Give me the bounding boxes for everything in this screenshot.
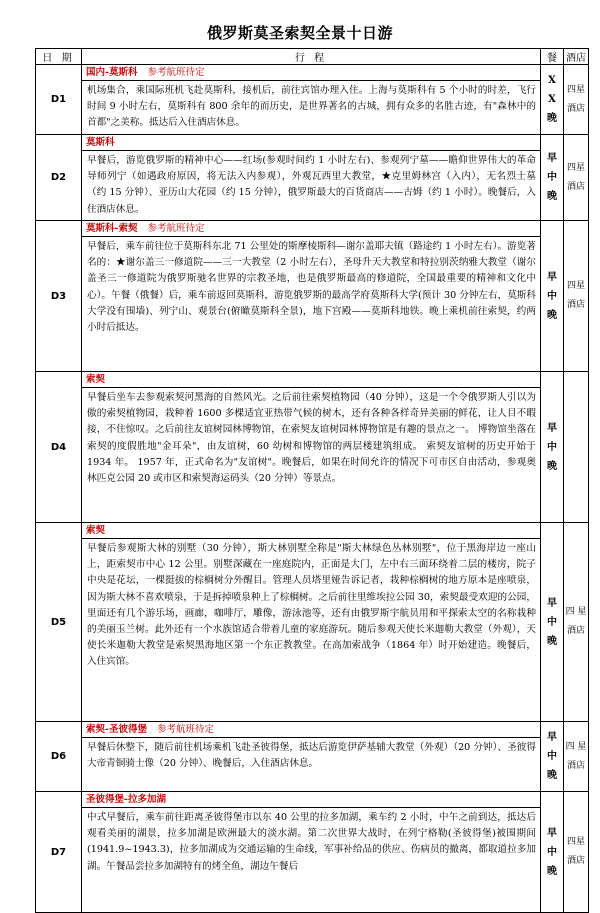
day-row [36,722,589,792]
hotel-text: 酒店 [566,300,585,310]
route-heading [82,523,540,539]
date-header: 日 期 [36,49,82,65]
hotel-cell [564,135,589,221]
meal-item: 早 [547,422,557,434]
hotel-text: 四星 [566,84,585,95]
route-cell [82,792,541,913]
hotel-header: 酒店 [564,49,589,65]
meal-item: 晚 [547,191,557,202]
day-row [36,135,589,221]
route-cell [82,135,541,221]
meal-cell [541,722,564,792]
meal-cell [541,65,564,135]
route-cell [82,65,541,135]
day-row [36,792,589,913]
hotel-text: 酒店 [566,760,585,771]
meal-cell [541,221,564,372]
route-heading [82,221,540,237]
day-label: D3 [36,221,82,372]
meal-item: X [548,75,556,86]
meal-item: 早 [547,271,557,283]
meal-item: 晚 [547,865,557,877]
day-label: D2 [36,135,82,221]
day-row [36,372,589,523]
route-cell [82,722,541,792]
day-label: D6 [36,722,82,792]
flight-note: 参考航班待定 [147,67,205,78]
meal-item: 晚 [547,460,557,472]
route-heading-text: 索契-圣彼得堡 [86,724,147,735]
hotel-text: 四 星 [565,607,587,617]
route-heading-text: 圣彼得堡-拉多加湖 [86,794,166,805]
hotel-text: 四星 [566,162,585,173]
hotel-cell [564,221,589,372]
meal-item: 晚 [547,770,557,781]
flight-note: 参考航班待定 [147,223,205,234]
route-heading [82,135,540,151]
hotel-cell [564,372,589,523]
meal-cell [541,372,564,523]
meal-item: 晚 [547,113,557,124]
day-row [36,523,589,722]
route-heading [82,792,540,808]
day-label: D7 [36,792,82,913]
route-heading [82,722,540,738]
meal-item: X [548,94,556,105]
meal-item: 中 [547,290,557,302]
meal-header: 餐 [541,49,564,65]
hotel-text: 酒店 [566,856,585,866]
route-description: 早餐后休整下，随后前往机场乘机飞赴圣彼得堡，抵达后游览伊萨基辅大教堂（外观）（20 分钟）、圣彼得大帝青铜骑士像（20 分钟）、晚餐后，入住酒店休息。 [87,742,536,770]
day-label: D5 [36,523,82,722]
day-row [36,65,589,135]
route-description: 中式早餐后，乘车前往距离圣彼得堡市以东 40 公里的拉多加湖，乘车约 2 小时，中午之前到达，抵达后观看美丽的湖景，拉多加湖是欧洲最大的淡水湖。第二次世界大战时，在列宁格勒(圣彼得堡)被围期间(1941.9~1943.3)，拉多加湖成为交通运输的生命线，军事补给品的供应、伤病员的撤离，都取道拉多加湖。午餐品尝拉多加湖特有的烤全鱼，湖边午餐后 [87,812,536,872]
hotel-cell [564,792,589,913]
meal-cell [541,523,564,722]
meal-item: 早 [547,732,557,743]
meal-cell [541,135,564,221]
table-header-row [36,49,589,65]
meal-item: 中 [547,441,557,453]
meal-item: 中 [547,172,557,183]
route-cell [82,523,541,722]
route-heading [82,65,540,81]
hotel-text: 酒店 [566,181,585,192]
hotel-text: 四 星 [565,741,587,752]
route-heading-text: 莫斯科-索契 [86,223,138,234]
meal-item: 早 [547,597,557,609]
hotel-text: 四星 [566,837,585,847]
meal-cell [541,792,564,913]
hotel-text: 酒店 [566,626,585,636]
meal-item: 早 [547,153,557,164]
route-cell [82,372,541,523]
day-label: D4 [36,372,82,523]
day-row [36,221,589,372]
route-heading [82,372,540,388]
hotel-cell [564,722,589,792]
hotel-cell [564,523,589,722]
meal-item: 中 [547,616,557,628]
page-title: 俄罗斯莫圣索契全景十日游 [206,24,393,42]
route-heading-text: 索契 [86,374,106,385]
meal-item: 晚 [547,309,557,321]
route-heading-text: 国内-莫斯科 [86,67,138,78]
route-description: 早餐后参观斯大林的别墅（30 分钟），斯大林别墅全称是"斯大林绿色丛林别墅"，位于黑海岸边一座山上，距索契市中心 12 公里。别墅深藏在一座庭院内，正面是大门，左中右三面环绕着二层的楼房，院子中央是花坛，一棵挺拔的棕榈树分外醒目。管理人员塔里娅告诉记者，栽种棕榈树的地方原本是座喷泉，因为斯大林不喜欢喷泉，于是拆掉喷泉种上了棕榈树。之后前往里维埃拉公园 30，索契最受欢迎的公园，里面还有几个游乐场，画廊，咖啡厅，雕像，游泳池等，还有由俄罗斯宇航员用和平探索太空的名称栽种的美丽玉兰树。此外还有一个水族馆适合带着儿童的家庭游玩。随后参观天使长米迦勒大教堂（外观），天使长米迦勒大教堂是索契黑海地区第一个东正教教堂。在高加索战争（1864 年）时开始建造。晚餐后，入住宾馆。 [87,543,536,668]
meal-item: 晚 [547,635,557,647]
route-description: 早餐后，游览俄罗斯的精神中心——红场(参观时间约 1 小时左右)、参观列宁墓——瞻仰世界伟大的革命导师列宁（如遇政府原因，将无法入内参观），外观瓦西里大教堂，★克里姆林宫（入内），无名烈士墓（约 15 分钟）、亚历山大花园（约 15 分钟），俄罗斯最大的百货商店——古姆（约 1 小时）。晚餐后，入住酒店休息。 [87,155,536,215]
meal-item: 中 [547,846,557,858]
day-label: D1 [36,65,82,135]
meal-item: 中 [547,751,557,762]
hotel-text: 酒店 [566,103,585,114]
route-description: 早餐后坐车去参观索契河黑海的自然风光。之后前往索契植物园（40 分钟），这是一个令俄罗斯人引以为傲的索契植物园，栽种着 1600 多棵适宜亚热带气候的树木，还有各种各样奇异美丽的鲜花，让人目不暇接，不住惊叹。之后前往友谊树园林博物馆，在索契友谊树园林博物馆是有趣的景点之一。 博物馆坐落在索契的度假胜地"金耳朵"，由友谊树，60 幼树和博物馆的两层楼建筑组成。 索契友谊树的历史开始于 1934 年。 1957 年，正式命名为"友谊树"。晚餐后，如果在时间允许的情况下可市区自由活动，参观奥林匹克公园 20 或市区和索契海运码头（20 分钟）等景点。 [87,392,536,485]
route-header: 行 程 [82,49,541,65]
hotel-cell [564,65,589,135]
meal-item: 早 [547,827,557,839]
route-description: 机场集合，乘国际班机飞赴莫斯科，接机后，前往宾馆办理入住。上海与莫斯科有 5 个小时的时差，飞行时间 9 小时左右，莫斯科有 800 余年的而历史，是世界著名的古城，拥有众多的名胜古迹，有"森林中的首都"之美称。抵达后入住酒店休息。 [87,85,536,129]
hotel-text: 四星 [566,281,585,291]
route-description: 早餐后，乘车前往位于莫斯科东北 71 公里处的斯摩棱斯科—谢尔盖耶夫镇（路途约 1 小时左右）。游览著名的：★谢尔盖三一修道院——三一大教堂（2 小时左右），圣母升天大教堂和特拉别茨纳雅大教堂（谢尔盖圣三一修道院为俄罗斯驰名世界的宗教圣地，也是俄罗斯最高的修道院，全国最重要的精神和文化中心）。午餐（俄餐）后，乘车前返回莫斯科，游览俄罗斯的最高学府莫斯科大学(预计 30 分钟左右，莫斯科大学没有围墙)、列宁山、观景台(俯瞰莫斯科全景)，地下宫殿——莫斯科地铁。晚上乘机前往索契，约两小时后抵达。 [87,241,536,334]
itinerary-table [35,48,589,913]
route-heading-text: 莫斯科 [86,137,115,148]
route-heading-text: 索契 [86,525,106,536]
route-cell [82,221,541,372]
flight-note: 参考航班待定 [156,724,214,735]
